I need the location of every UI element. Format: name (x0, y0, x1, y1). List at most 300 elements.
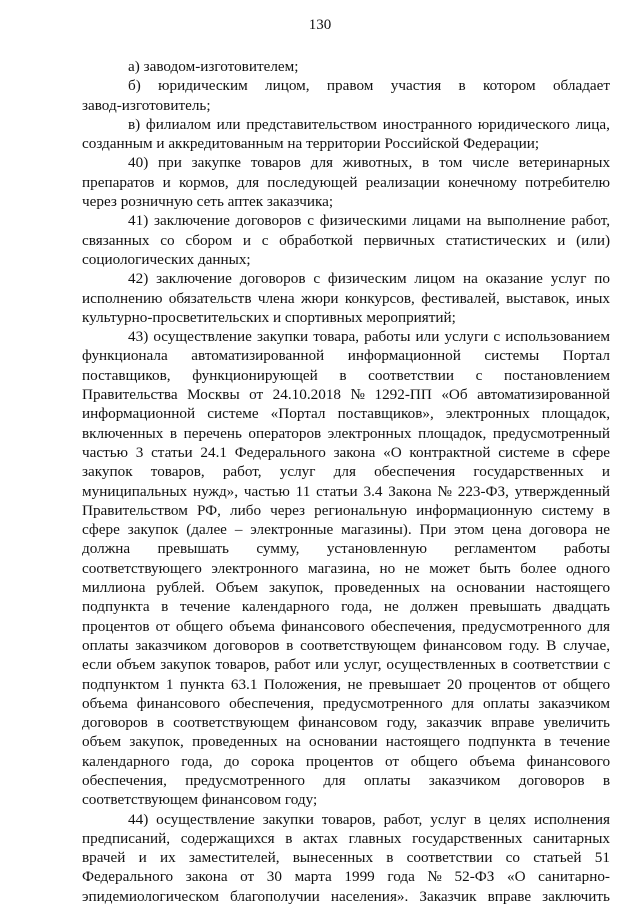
word: юридического (477, 115, 570, 133)
word-gap (261, 501, 270, 520)
word: Заказчик (419, 887, 477, 905)
word: финансового (281, 617, 365, 635)
word-gap (173, 867, 186, 886)
word: физическим (327, 270, 407, 288)
word: обладает (552, 77, 611, 95)
word: закупок, (269, 579, 324, 597)
word-gap (293, 636, 300, 655)
word-gap (259, 404, 271, 423)
word-gap (310, 76, 327, 95)
word-gap (292, 829, 303, 848)
word: договора (529, 521, 588, 539)
word: информационной (82, 405, 196, 423)
word-gap (482, 366, 504, 385)
word-gap (205, 578, 216, 597)
word-gap (412, 520, 420, 539)
word: автоматизированной (191, 347, 325, 365)
text-line: созданным и аккредитованным на территории Российской Федерации; (82, 135, 540, 153)
word: статьи (151, 443, 193, 461)
word: 51 (594, 849, 610, 867)
word: Положения, (263, 675, 342, 693)
word: или (315, 656, 340, 674)
word: товаров (250, 154, 301, 172)
word-gap (587, 520, 595, 539)
word: 20 (446, 675, 463, 693)
word-gap (301, 732, 309, 751)
word-gap (540, 636, 547, 655)
word-gap (128, 694, 137, 713)
word: последующей (267, 173, 358, 191)
word: региональную (314, 501, 408, 519)
word-gap (346, 771, 364, 790)
word-gap (407, 269, 415, 288)
word: потребителю (525, 173, 611, 191)
word: обязательств (168, 289, 252, 307)
word-gap (168, 346, 192, 365)
word: иных (575, 289, 610, 307)
word: – (234, 521, 243, 539)
word-gap (530, 404, 542, 423)
word-gap (582, 848, 595, 867)
word: 63.1 (230, 675, 258, 693)
word: закупке (191, 154, 242, 172)
text-line: завод-изготовитель; (82, 96, 211, 114)
text-line: а) заводом-изготовителем; (128, 58, 299, 75)
word-gap (556, 559, 566, 578)
word: договоров (235, 212, 302, 230)
word-gap (148, 153, 158, 172)
word: если (82, 656, 112, 674)
word-gap (275, 829, 286, 848)
word-gap (232, 269, 240, 288)
word-gap (466, 810, 474, 829)
word-gap (227, 443, 235, 462)
word-gap (378, 713, 387, 732)
word-gap (170, 829, 181, 848)
word: включенных (82, 424, 164, 442)
word-gap (526, 867, 539, 886)
word: государственных (412, 829, 523, 847)
word: эпидемиологическом (82, 887, 219, 905)
word-gap (289, 713, 298, 732)
word-gap (539, 346, 563, 365)
word-gap (458, 597, 470, 616)
word-gap (466, 76, 483, 95)
word: в (544, 733, 552, 751)
word-gap (240, 385, 249, 404)
word: электронных (445, 405, 530, 423)
word-gap (373, 848, 386, 867)
word: № (437, 482, 452, 500)
word-gap (529, 694, 538, 713)
text-line (82, 115, 610, 134)
word: не (383, 598, 399, 616)
text-line (82, 539, 610, 558)
word: товаров, (215, 656, 270, 674)
word-gap (332, 867, 345, 886)
word: препаратов (82, 173, 155, 191)
word: Портал (562, 347, 611, 365)
word: Закона (388, 482, 432, 500)
word: обработкой (279, 231, 353, 249)
word-gap (347, 366, 369, 385)
word: подпунктом (82, 675, 160, 693)
word-gap (502, 636, 509, 655)
word-gap (195, 404, 207, 423)
word-gap (564, 443, 572, 462)
word: автоматизированной (477, 386, 611, 404)
word: заказчиком (538, 694, 611, 712)
word: закупки (262, 810, 314, 828)
word-gap (130, 539, 157, 558)
word-gap (584, 462, 602, 481)
word-gap (543, 269, 551, 288)
text-line (82, 597, 610, 616)
word: на (430, 579, 446, 597)
text-line (82, 443, 610, 462)
text-line (82, 366, 610, 385)
word: 24.10.2018 (272, 386, 341, 404)
word: соответствии (512, 656, 599, 674)
word: Объем (215, 579, 259, 597)
word: предусмотренного (185, 771, 305, 789)
word-gap (393, 848, 406, 867)
word: «Портал (270, 405, 326, 423)
word: но (379, 559, 396, 577)
word: в (285, 829, 293, 847)
word-gap (356, 462, 374, 481)
word-gap (422, 810, 430, 829)
word-gap (268, 231, 279, 250)
text-line (82, 76, 610, 95)
word: с (493, 328, 501, 346)
word-gap (279, 636, 286, 655)
word: на (462, 270, 478, 288)
word-gap (323, 578, 334, 597)
word-gap (520, 848, 533, 867)
word-gap (202, 559, 212, 578)
word: проведенных (334, 579, 420, 597)
word: вынесенных (292, 849, 374, 867)
word: для (310, 154, 334, 172)
word-gap (128, 443, 136, 462)
word-gap (511, 559, 521, 578)
word-gap (585, 771, 603, 790)
word-gap (306, 269, 314, 288)
word-gap (188, 501, 197, 520)
word: РФ, (196, 501, 221, 519)
word: конкурсов, (344, 289, 415, 307)
word-gap (477, 887, 488, 905)
word: соответствующем (173, 714, 290, 732)
text-line (82, 346, 610, 365)
word: иностранного (382, 115, 473, 133)
word: работ (274, 656, 311, 674)
word: населения». (330, 887, 409, 905)
word: в (156, 714, 165, 732)
word-gap (219, 887, 230, 905)
word-gap (320, 887, 331, 905)
word: поставщиков», (337, 405, 434, 423)
word: статьи (316, 482, 358, 500)
word: предусмотренный (492, 424, 610, 442)
word: сбором (185, 231, 233, 249)
word: соответствии (406, 849, 493, 867)
word: случае, (563, 636, 611, 654)
word: года, (181, 752, 213, 770)
word: не (595, 521, 610, 539)
word-gap (376, 810, 384, 829)
word: закупки (257, 328, 309, 346)
word-gap (522, 829, 533, 848)
word-gap (536, 539, 563, 558)
word: соответствующего (82, 559, 202, 577)
word-gap (182, 153, 192, 172)
text-line (82, 424, 610, 443)
word-gap (146, 578, 157, 597)
word: первичных (363, 231, 435, 249)
word-gap (536, 76, 553, 95)
word-gap (171, 366, 193, 385)
word: миллиона (82, 579, 146, 597)
word: Москвы (187, 386, 240, 404)
word: Правительства (82, 386, 178, 404)
word: работ, (571, 212, 611, 230)
text-line: социологических данных; (82, 250, 251, 268)
word-gap (341, 385, 350, 404)
word-gap (143, 443, 151, 462)
word-gap (468, 385, 477, 404)
word: от (240, 868, 255, 886)
word: котором (483, 77, 536, 95)
word-gap (541, 597, 553, 616)
word: общего (410, 752, 458, 770)
text-line (82, 636, 610, 655)
word: реализации (365, 173, 440, 191)
page-number: 130 (308, 17, 332, 33)
word: утвержденный (514, 482, 610, 500)
word: услуг (430, 810, 466, 828)
word: со (160, 231, 175, 249)
word-gap (429, 153, 439, 172)
word: оказание (485, 270, 543, 288)
word-gap (248, 76, 265, 95)
word: физическими (319, 212, 407, 230)
word-gap (565, 231, 576, 250)
word-gap (509, 153, 519, 172)
word: одного (565, 559, 611, 577)
word-gap (193, 443, 201, 462)
word-gap (551, 732, 559, 751)
word-gap (171, 173, 179, 192)
word: либо (230, 501, 262, 519)
word-gap (461, 346, 485, 365)
word-gap (407, 501, 416, 520)
text-line (82, 559, 610, 578)
word: вправе (487, 887, 532, 905)
text-line (82, 462, 610, 481)
word: настоящего (385, 733, 460, 751)
word-gap (417, 713, 426, 732)
text-line (82, 385, 610, 404)
word: от (542, 675, 557, 693)
word-gap (460, 732, 468, 751)
word: процентов (82, 617, 150, 635)
word-gap (491, 443, 499, 462)
word: обеспечения, (370, 617, 456, 635)
word: финансового (526, 752, 611, 770)
word-gap (242, 520, 250, 539)
word-gap (333, 153, 343, 172)
word: лицом (414, 270, 456, 288)
word: закупок (127, 521, 179, 539)
word-gap (220, 694, 229, 713)
word: закупок (160, 656, 211, 674)
word: должна (82, 540, 131, 558)
word: оплаты (82, 636, 129, 654)
word: магазины). (341, 521, 412, 539)
word-gap (470, 559, 480, 578)
word: заключить (542, 887, 610, 905)
word: может (429, 559, 470, 577)
word: заключение (156, 270, 232, 288)
word: настоящего (535, 579, 611, 597)
word-gap (443, 694, 452, 713)
word: заказчиком (428, 771, 501, 789)
word-gap (178, 520, 186, 539)
word-gap (358, 173, 366, 192)
word-gap (375, 867, 388, 886)
word: от (249, 386, 264, 404)
word: электронных (327, 424, 412, 442)
word-gap (164, 713, 173, 732)
word: исполнению (82, 289, 163, 307)
text-line (82, 269, 610, 288)
text-line (82, 810, 610, 829)
word: установленную (326, 540, 427, 558)
word: юридическим (158, 77, 248, 95)
word-gap (120, 520, 128, 539)
word: в (386, 849, 394, 867)
word: не (404, 559, 420, 577)
word: услуг (279, 463, 316, 481)
text-line (82, 617, 610, 636)
word: соответствии (368, 366, 454, 384)
word: кормов, (178, 173, 229, 191)
text-line (82, 867, 610, 886)
word: в (602, 771, 611, 789)
word: работы (563, 540, 611, 558)
word-gap (458, 752, 470, 771)
word: заказчиком (135, 636, 207, 654)
word-gap (229, 173, 237, 192)
text-line (82, 501, 610, 520)
word-gap (148, 810, 156, 829)
word-gap (175, 231, 186, 250)
word: договоров (82, 714, 148, 732)
word-gap (526, 810, 534, 829)
word-gap (168, 597, 180, 616)
word-gap (440, 173, 448, 192)
word-gap (586, 269, 594, 288)
word: выставок, (506, 289, 570, 307)
word-gap (395, 559, 405, 578)
word-gap (525, 578, 536, 597)
word-gap (517, 173, 525, 192)
word: (или) (576, 231, 611, 249)
word: для (333, 463, 356, 481)
word-gap (241, 153, 251, 172)
word: для (236, 173, 260, 191)
word: информационной (347, 347, 461, 365)
word: использованием (505, 328, 610, 346)
text-line: соответствующем финансовом году; (82, 791, 318, 809)
word: с (313, 270, 321, 288)
word-gap (478, 269, 486, 288)
word: для (587, 617, 611, 635)
word: сфере (82, 521, 120, 539)
word: соответствующем (300, 636, 417, 654)
word: услуг, (343, 656, 382, 674)
word: в) (128, 115, 141, 133)
word-gap (435, 231, 446, 250)
word: связанных (82, 231, 150, 249)
word: частью (243, 482, 290, 500)
word: вправе (490, 714, 535, 732)
text-line (82, 578, 610, 597)
word: фестивалей, (421, 289, 500, 307)
word: году. (508, 636, 540, 654)
word: системы (484, 347, 540, 365)
word: процентов (305, 752, 374, 770)
text-line (82, 694, 610, 713)
word-gap (365, 385, 374, 404)
word-gap (534, 713, 543, 732)
word: не (347, 675, 363, 693)
word-gap (184, 732, 192, 751)
word: предписаний, (82, 829, 171, 847)
word: 1 (165, 675, 174, 693)
word: заключение (154, 212, 230, 230)
word: системе (498, 443, 550, 461)
word: Федерального (82, 868, 174, 886)
word-gap (301, 153, 311, 172)
word: на (285, 733, 301, 751)
word: 30 (266, 868, 282, 886)
word-gap (455, 269, 463, 288)
word: цена (491, 521, 522, 539)
word-gap (399, 597, 411, 616)
word-gap (353, 231, 364, 250)
word: При (419, 521, 447, 539)
word: на (466, 212, 482, 230)
word: обеспечения, (82, 771, 167, 789)
word: заказчик (426, 714, 482, 732)
word: году, (386, 714, 418, 732)
word: двадцать (552, 598, 610, 616)
word-gap (221, 501, 230, 520)
word: Правительством (82, 501, 188, 519)
word: течение (559, 733, 610, 751)
word: выполнение (487, 212, 566, 230)
word: благополучии (230, 887, 320, 905)
word: 24.1 (200, 443, 227, 461)
word-gap (373, 752, 385, 771)
word-gap (484, 520, 492, 539)
word: для (451, 694, 474, 712)
word: правом (326, 77, 374, 95)
word-gap (154, 173, 162, 192)
